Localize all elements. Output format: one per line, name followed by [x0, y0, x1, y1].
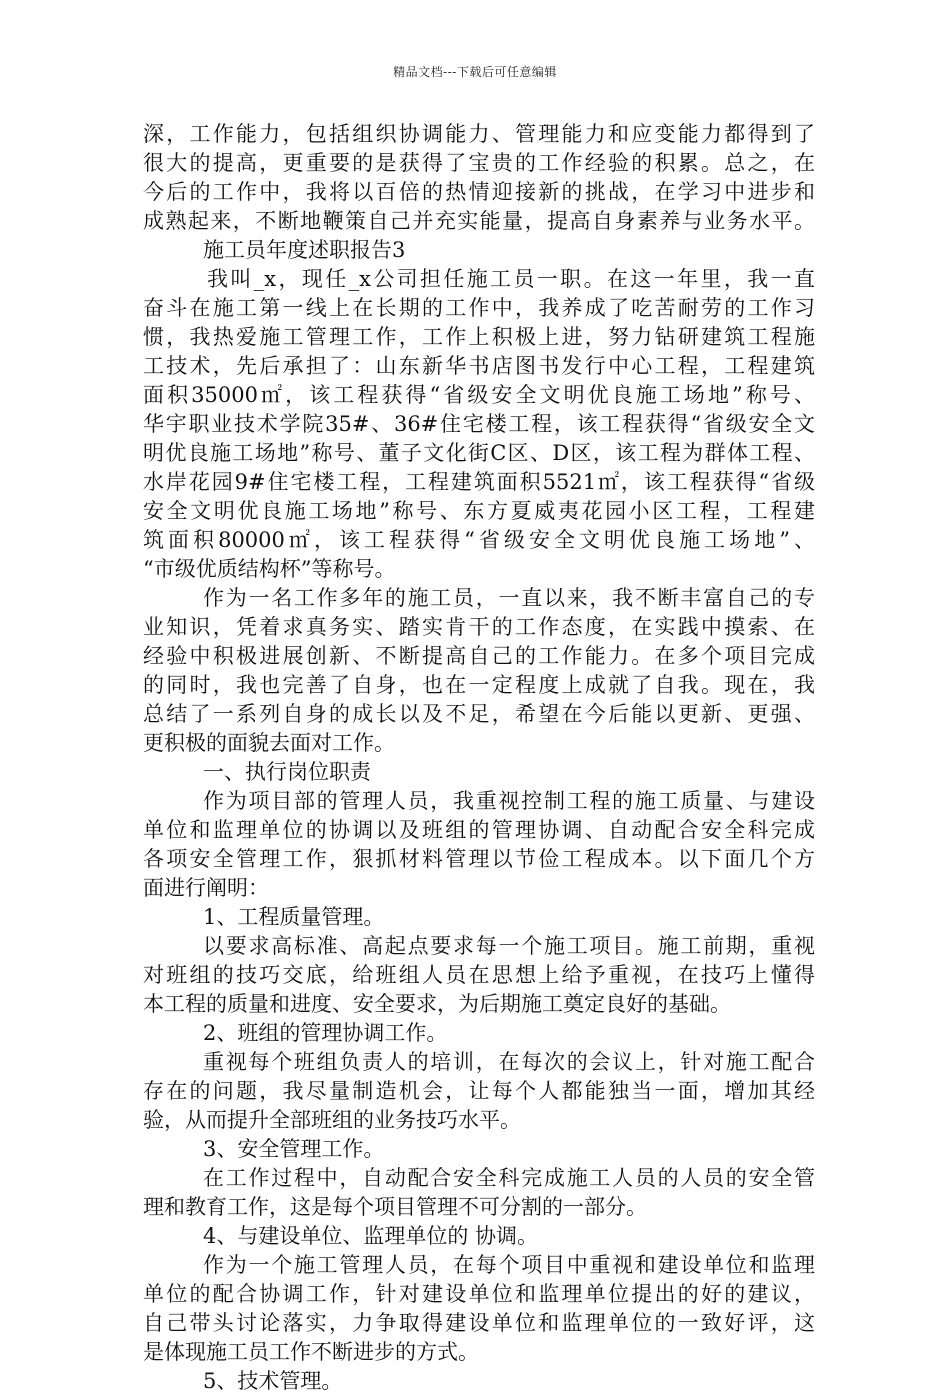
subsection-heading: 5、技术管理。	[203, 1369, 343, 1393]
text-line: 筑面积80000㎡，该工程获得“省级安全文明优良施工场地”、	[143, 528, 815, 552]
text-line: 作为项目部的管理人员，我重视控制工程的施工质量、与建设	[203, 789, 815, 813]
text-line: 存在的问题，我尽量制造机会，让每个人都能独当一面，增加其经	[143, 1079, 815, 1103]
text-line: 工技术，先后承担了：山东新华书店图书发行中心工程，工程建筑	[143, 354, 815, 378]
text-line: 重视每个班组负责人的培训，在每次的会议上，针对施工配合	[203, 1050, 815, 1074]
text-line: 更积极的面貌去面对工作。	[143, 731, 395, 755]
subsection-heading: 3、安全管理工作。	[203, 1137, 385, 1161]
text-line: 深，工作能力，包括组织协调能力、管理能力和应变能力都得到了	[143, 122, 815, 146]
text-line: 很大的提高，更重要的是获得了宝贵的工作经验的积累。总之，在	[143, 151, 815, 175]
text-line: “市级优质结构杯”等称号。	[143, 557, 396, 581]
text-line: 单位的配合协调工作，针对建设单位和监理单位提出的好的建议，	[143, 1282, 815, 1306]
text-line: 经验中积极进展创新、不断提高自己的工作能力。在多个项目完成	[143, 644, 815, 668]
text-line: 今后的工作中，我将以百倍的热情迎接新的挑战，在学习中进步和	[143, 180, 815, 204]
text-line: 面进行阐明：	[143, 876, 269, 900]
text-line: 自己带头讨论落实，力争取得建设单位和监理单位的一致好评，这	[143, 1311, 815, 1335]
text-line: 惯，我热爱施工管理工作，工作上积极上进，努力钻研建筑工程施	[143, 325, 815, 349]
text-line: 安全文明优良施工场地”称号、东方夏威夷花园小区工程，工程建	[143, 499, 815, 523]
text-line: 验，从而提升全部班组的业务技巧水平。	[143, 1108, 521, 1132]
text-line: 水岸花园9#住宅楼工程，工程建筑面积5521㎡，该工程获得“省级	[143, 470, 815, 494]
text-line: 的同时，我也完善了自身，也在一定程度上成就了自我。现在，我	[143, 673, 815, 697]
text-line: 面积35000㎡，该工程获得“省级安全文明优良施工场地”称号、	[143, 383, 815, 407]
text-line: 理和教育工作，这是每个项目管理不可分割的一部分。	[143, 1195, 647, 1219]
text-line: 是体现施工员工作不断进步的方式。	[143, 1340, 479, 1364]
subsection-heading: 4、与建设单位、监理单位的 协调。	[203, 1224, 539, 1248]
text-line: 华宇职业技术学院35#、36#住宅楼工程，该工程获得“省级安全文	[143, 412, 815, 436]
text-line: 业知识，凭着求真务实、踏实肯干的工作态度，在实践中摸索、在	[143, 615, 815, 639]
text-line: 总结了一系列自身的成长以及不足，希望在今后能以更新、更强、	[143, 702, 815, 726]
text-line: 奋斗在施工第一线上在长期的工作中，我养成了吃苦耐劳的工作习	[143, 296, 815, 320]
section-title: 施工员年度述职报告3	[203, 238, 406, 262]
subsection-heading: 2、班组的管理协调工作。	[203, 1021, 448, 1045]
page-header: 精品文档---下载后可任意编辑	[393, 65, 557, 79]
text-line: 成熟起来，不断地鞭策自己并充实能量，提高自身素养与业务水平。	[143, 209, 815, 233]
text-line: 我叫_x，现任_x公司担任施工员一职。在这一年里，我一直	[207, 267, 815, 291]
text-line: 在工作过程中，自动配合安全科完成施工人员的人员的安全管	[203, 1166, 815, 1190]
text-line: 各项安全管理工作，狠抓材料管理以节俭工程成本。以下面几个方	[143, 847, 815, 871]
text-line: 作为一名工作多年的施工员，一直以来，我不断丰富自己的专	[203, 586, 815, 610]
text-line: 本工程的质量和进度、安全要求，为后期施工奠定良好的基础。	[143, 992, 731, 1016]
text-line: 明优良施工场地”称号、董子文化街C区、D区，该工程为群体工程、	[143, 441, 815, 465]
document-body	[143, 120, 815, 1396]
text-line: 以要求高标准、高起点要求每一个施工项目。施工前期，重视	[203, 934, 815, 958]
section-heading: 一、执行岗位职责	[203, 760, 371, 784]
text-line: 对班组的技巧交底，给班组人员在思想上给予重视，在技巧上懂得	[143, 963, 815, 987]
subsection-heading: 1、工程质量管理。	[203, 905, 385, 929]
text-line: 单位和监理单位的协调以及班组的管理协调、自动配合安全科完成	[143, 818, 815, 842]
text-line: 作为一个施工管理人员，在每个项目中重视和建设单位和监理	[203, 1253, 815, 1277]
